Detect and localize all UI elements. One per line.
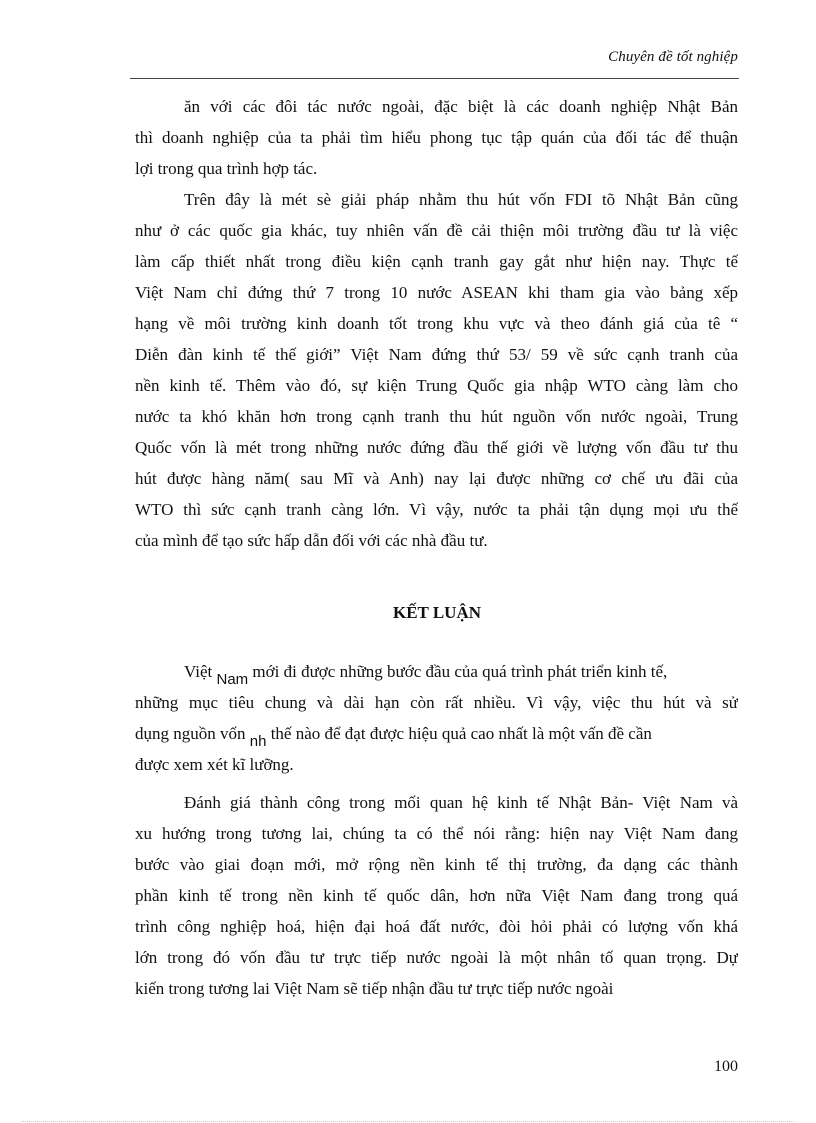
text-fragment-small: nh: [249, 733, 267, 750]
page-number: 100: [714, 1058, 738, 1075]
text-line: nước ta khó khăn hơn trong cạnh tranh thu hút nguồn vốn nước ngoài, Trung: [135, 407, 738, 426]
text-line: được xem xét kĩ lưỡng.: [135, 755, 294, 774]
text-line: của mình để tạo sức hấp dẫn đối với các nhà đầu tư.: [135, 531, 488, 550]
text-fragment: Việt: [184, 662, 217, 681]
text-line: Trên đây là mét sè giải pháp nhằm thu hút vốn FDI tõ Nhật Bản cũng: [184, 190, 738, 209]
text-fragment-small: Nam: [216, 671, 249, 688]
text-line: hút được hàng năm( sau Mĩ và Anh) nay lại được những cơ chế ưu đãi của: [135, 469, 738, 488]
conclusion-text: [135, 656, 738, 780]
text-line: [135, 718, 738, 749]
text-line: [135, 656, 738, 687]
text-line: Quốc vốn là mét trong những nước đứng đầu thế giới về lượng vốn đầu tư thu: [135, 438, 738, 457]
text-line: Đánh giá thành công trong mối quan hệ kinh tế Nhật Bản- Việt Nam và: [184, 793, 738, 812]
text-line: Diễn đàn kinh tế thế giới” Việt Nam đứng thứ 53/ 59 về sức cạnh tranh của: [135, 345, 738, 364]
section-solutions-text: [135, 91, 738, 556]
text-line: trình công nghiệp hoá, hiện đại hoá đất nước, đòi hỏi phải có lượng vốn khá: [135, 917, 738, 936]
text-fragment: dụng nguồn vốn: [135, 724, 250, 743]
text-line: lợi trong qua trình hợp tác.: [135, 159, 318, 178]
text-fragment: thế nào để đạt được hiệu quả cao nhất là một vấn đề cần: [266, 724, 652, 743]
text-line: những mục tiêu chung và dài hạn còn rất nhiều. Vì vậy, việc thu hút và sử: [135, 693, 738, 712]
conclusion-text-p2: [135, 787, 738, 1004]
text-line: lớn trong đó vốn đầu tư trực tiếp nước ngoài là một nhân tố quan trọng. Dự: [135, 948, 738, 967]
conclusion-heading: KẾT LUẬN: [392, 603, 481, 622]
text-line: kiến trong tương lai Việt Nam sẽ tiếp nhận đầu tư trực tiếp nước ngoài: [135, 979, 614, 998]
text-line: làm cấp thiết nhất trong điều kiện cạnh tranh gay gắt như hiện nay. Thực tế: [135, 252, 738, 271]
text-line: Việt Nam chỉ đứng thứ 7 trong 10 nước ASEAN khi tham gia vào bảng xếp: [135, 283, 738, 302]
header-title: Chuyên đề tốt nghiệp: [608, 49, 738, 65]
footer-rule: [22, 1121, 794, 1122]
text-line: phần kinh tế trong nền kinh tế quốc dân, hơn nữa Việt Nam đang trong quá: [135, 886, 738, 905]
text-line: xu hướng trong tương lai, chúng ta có thể nói rằng: hiện nay Việt Nam đang: [135, 824, 738, 843]
text-line: bước vào giai đoạn mới, mở rộng nền kinh tế thị trường, đa dạng các thành: [135, 855, 738, 874]
header-rule: [130, 78, 739, 79]
text-line: ăn với các đôi tác nước ngoài, đặc biệt là các doanh nghiệp Nhật Bản: [184, 97, 738, 116]
text-line: hạng về môi trường kinh doanh tốt trong khu vực và theo đánh giá của tê “: [135, 314, 738, 333]
text-line: thì doanh nghiệp của ta phải tìm hiểu phong tục tập quán của đối tác để thuận: [135, 128, 738, 147]
text-fragment: mới đi được những bước đầu của quá trình phát triển kinh tế,: [248, 662, 668, 681]
text-line: nền kinh tế. Thêm vào đó, sự kiện Trung Quốc gia nhập WTO càng làm cho: [135, 376, 738, 395]
text-line: như ở các quốc gia khác, tuy nhiên vấn đề cải thiện môi trường đầu tư là việc: [135, 221, 738, 240]
text-line: WTO thì sức cạnh tranh càng lớn. Vì vậy, nước ta phải tận dụng mọi ưu thế: [135, 500, 738, 519]
